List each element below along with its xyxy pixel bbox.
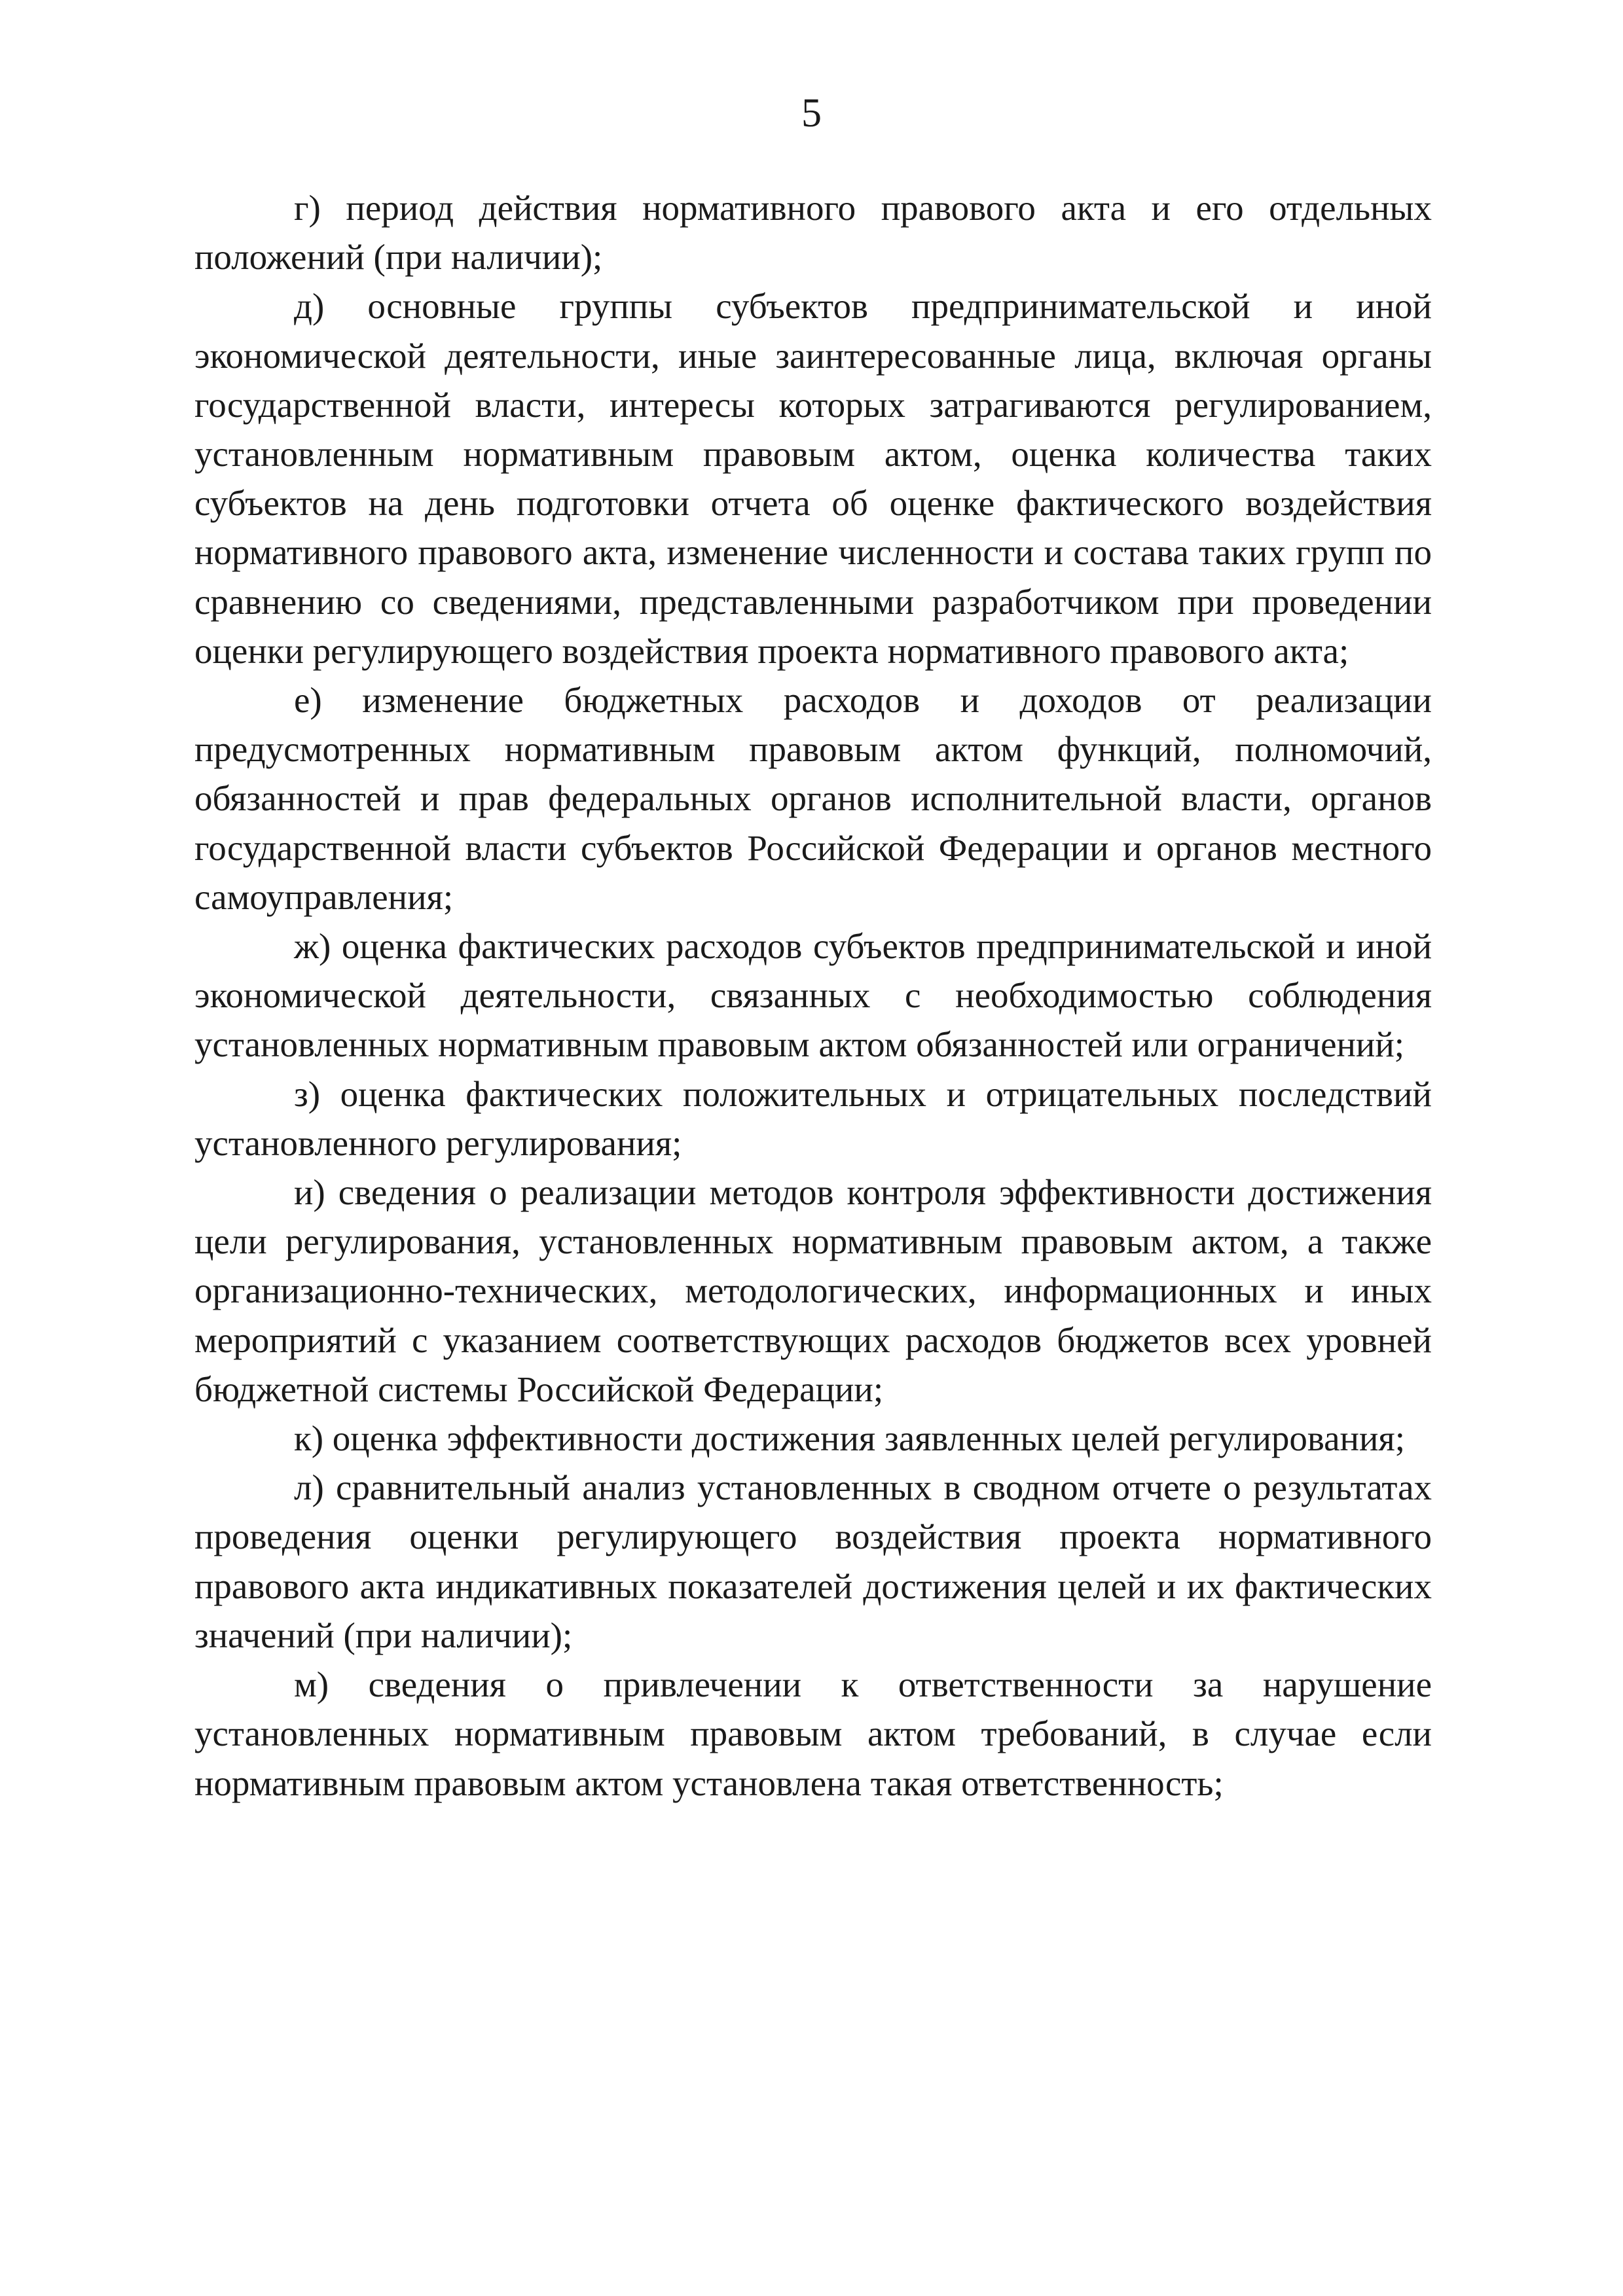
paragraph-d: д) основные группы субъектов предпринимательской и иной экономической деятельности, иные заинтересованные лица, включая органы государственной власти, интересы которых затрагиваются регулированием, установленным нормативным правовым актом, оценка количества таких субъектов на день подготовки отчета об оценке фактического воздействия нормативного правового акта, изменение численности и состава таких групп по сравнению со сведениями, представленными разработчиком при проведении оценки регулирующего воздействия проекта нормативного правового акта;	[194, 286, 1432, 671]
paragraph-l: л) сравнительный анализ установленных в сводном отчете о результатах проведения оценки регулирующего воздействия проекта нормативного правового акта индикативных показателей достижения целей и их фактических значений (при наличии);	[194, 1467, 1432, 1655]
page-number: 5	[801, 91, 822, 135]
paragraph-z: з) оценка фактических положительных и отрицательных последствий установленного регулирования;	[194, 1073, 1432, 1163]
paragraph-i: и) сведения о реализации методов контроля эффективности достижения цели регулирования, установленных нормативным правовым актом, а также организационно-технических, методологических, информационных и иных мероприятий с указанием соответствующих расходов бюджетов всех уровней бюджетной системы Российской Федерации;	[194, 1172, 1432, 1409]
document-body	[194, 183, 1432, 1808]
paragraph-g: г) период действия нормативного правового акта и его отдельных положений (при наличии);	[194, 188, 1432, 278]
paragraph-e: е) изменение бюджетных расходов и доходов от реализации предусмотренных нормативным правовым актом функций, полномочий, обязанностей и прав федеральных органов исполнительной власти, органов государственной власти субъектов Российской Федерации и органов местного самоуправления;	[194, 680, 1432, 917]
paragraph-k: к) оценка эффективности достижения заявленных целей регулирования;	[294, 1418, 1405, 1459]
paragraph-zh: ж) оценка фактических расходов субъектов предпринимательской и иной экономической деятельности, связанных с необходимостью соблюдения установленных нормативным правовым актом обязанностей или ограничений;	[194, 926, 1432, 1065]
paragraph-m: м) сведения о привлечении к ответственности за нарушение установленных нормативным правовым актом требований, в случае если нормативным правовым актом установлена такая ответственность;	[194, 1664, 1432, 1803]
